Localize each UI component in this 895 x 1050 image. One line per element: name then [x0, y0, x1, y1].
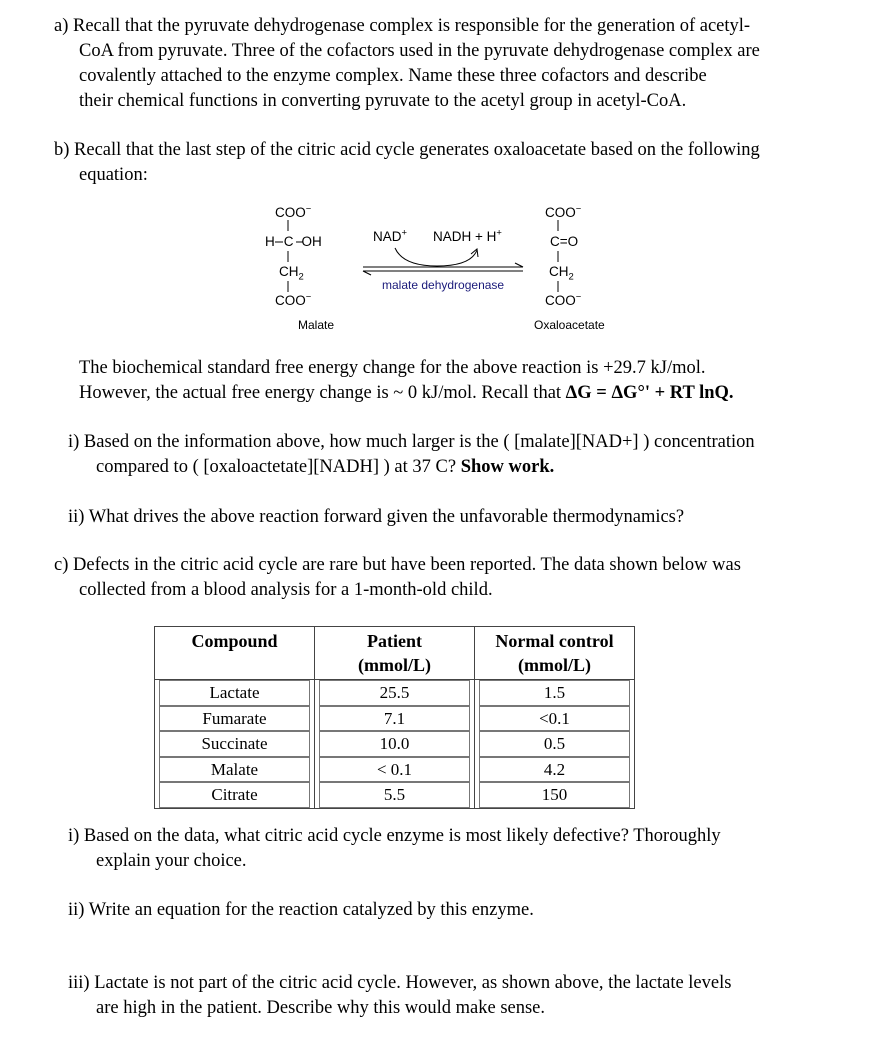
oxaloacetate-methylene: $CH_2$	[549, 264, 574, 283]
question-c-i-line: explain your choice.	[96, 851, 247, 871]
question-a-line: a) Recall that the pyruvate dehydrogenase complex is responsible for the generation of acetyl-	[54, 16, 751, 36]
question-b-line: b) Recall that the last step of the citric acid cycle generates oxaloacetate based on the following	[54, 140, 760, 160]
question-b-i-line: i) Based on the information above, how much larger is the ( [malate][NAD+] ) concentration	[68, 432, 755, 452]
cofactor-arrowhead	[471, 249, 478, 257]
question-a-line: covalently attached to the enzyme complex. Name these three cofactors and describe	[79, 66, 707, 86]
table-row	[155, 757, 635, 783]
question-c	[54, 553, 741, 603]
free-energy-equation: ΔG = ΔG°' + RT lnQ.	[565, 383, 734, 403]
cofactor-curve	[395, 248, 477, 266]
question-a-line: their chemical functions in converting pyruvate to the acetyl group in acetyl-CoA.	[79, 91, 687, 111]
table-cell: Fumarate	[155, 706, 315, 732]
question-c-line: c) Defects in the citric acid cycle are rare but have been reported. The data shown below was	[54, 555, 741, 575]
table-cell: 25.5	[315, 680, 475, 706]
question-c-line: collected from a blood analysis for a 1-month-old child.	[79, 580, 493, 600]
table-cell: Malate	[155, 757, 315, 783]
table-cell: 0.5	[475, 731, 635, 757]
enzyme-label: malate dehydrogenase	[382, 278, 505, 292]
table-cell: Citrate	[155, 782, 315, 808]
question-a	[54, 14, 760, 114]
header-patient: Patient (mmol/L)	[315, 627, 475, 680]
table-cell: 7.1	[315, 706, 475, 732]
table-row	[155, 706, 635, 732]
malate-to-oxaloacetate-reaction	[265, 200, 625, 340]
table-cell: < 0.1	[315, 757, 475, 783]
free-energy-paragraph	[79, 356, 734, 406]
table-cell: 5.5	[315, 782, 475, 808]
malate-label: Malate	[298, 318, 335, 332]
reverse-arrowhead	[363, 271, 371, 275]
question-a-line: CoA from pyruvate. Three of the cofactors used in the pyruvate dehydrogenase complex are	[79, 41, 760, 61]
oxaloacetate-top-carboxylate: COO−	[545, 203, 582, 220]
question-b-line: equation:	[79, 165, 148, 185]
malate-bottom-carboxylate: COO−	[275, 291, 312, 308]
question-c-iii-line: iii) Lactate is not part of the citric acid cycle. However, as shown above, the lactate levels	[68, 973, 732, 993]
table-cell: <0.1	[475, 706, 635, 732]
question-b	[54, 138, 760, 188]
question-c-iii-line: are high in the patient. Describe why this would make sense.	[96, 998, 546, 1018]
cofactor-nadh: NADH + H+	[433, 227, 502, 244]
question-c-i-line: i) Based on the data, what citric acid cycle enzyme is most likely defective? Thoroughly	[68, 826, 721, 846]
table-cell: 1.5	[475, 680, 635, 706]
question-c-iii	[68, 971, 731, 1021]
table-row	[155, 680, 635, 706]
header-normal-control: Normal control (mmol/L)	[475, 627, 635, 680]
question-b-i	[68, 430, 755, 480]
question-b-i-line: compared to ( [oxaloactetate][NADH] ) at 37 C? Show work.	[96, 457, 555, 477]
table-cell: Succinate	[155, 731, 315, 757]
header-compound: Compound	[155, 627, 315, 680]
table-cell: 4.2	[475, 757, 635, 783]
question-b-ii: ii) What drives the above reaction forward given the unfavorable thermodynamics?	[68, 507, 685, 527]
table-cell: 150	[475, 782, 635, 808]
table-cell: 10.0	[315, 731, 475, 757]
question-c-i	[68, 824, 721, 874]
table-row	[155, 782, 635, 808]
table-row	[155, 731, 635, 757]
malate-top-carboxylate: COO−	[275, 203, 312, 220]
free-energy-line: The biochemical standard free energy change for the above reaction is +29.7 kJ/mol.	[79, 358, 706, 378]
oxaloacetate-bottom-carboxylate: COO−	[545, 291, 582, 308]
blood-analysis-table	[154, 626, 635, 809]
forward-arrowhead	[515, 263, 523, 267]
table-header-row	[155, 627, 635, 680]
malate-methylene: $CH_2$	[279, 264, 304, 283]
oxaloacetate-carbonyl: C=O	[550, 234, 579, 249]
cofactor-nad: NAD+	[373, 227, 408, 244]
free-energy-line: However, the actual free energy change is ~ 0 kJ/mol. Recall that ΔG = ΔG°' + RT lnQ.	[79, 383, 734, 403]
oxaloacetate-label: Oxaloacetate	[534, 318, 605, 332]
malate-hydroxyl-carbon: H C OH	[265, 234, 322, 249]
question-c-ii: ii) Write an equation for the reaction catalyzed by this enzyme.	[68, 900, 534, 920]
show-work-note: Show work.	[460, 457, 555, 477]
table-cell: Lactate	[155, 680, 315, 706]
